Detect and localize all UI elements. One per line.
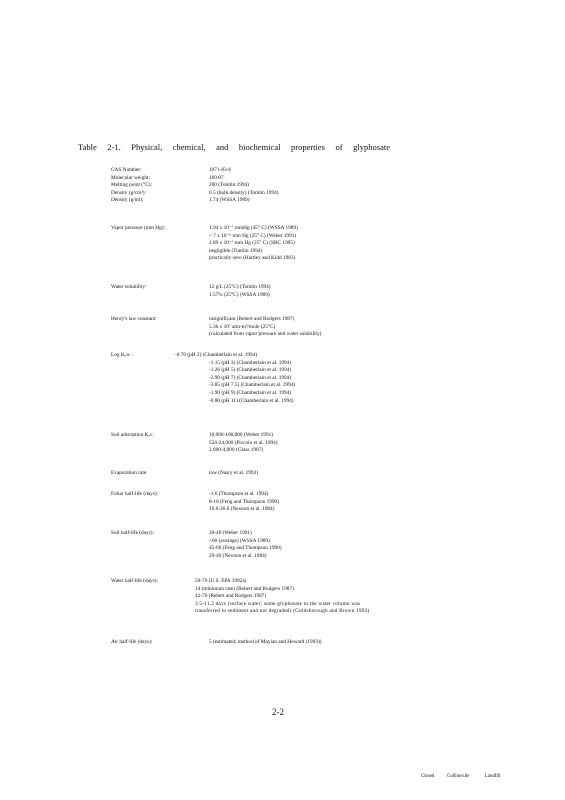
property-value: 50-70 (U.S. EPA 1992a) xyxy=(195,578,247,584)
footer-word-3: Landfill xyxy=(485,774,501,779)
property-value: -1.6 (Thompson et al. 1994) xyxy=(209,491,269,497)
property-value: insignificant (Rebert and Rodgers 1987) xyxy=(209,316,295,322)
property-value: -1.26 (pH 5) (Chamberlain et al. 1994) xyxy=(209,367,292,374)
property-label: Water solubility: xyxy=(111,284,147,290)
property-value: 3.5-11.2 days (surface water; some glyphosate in the water column was xyxy=(195,600,361,607)
property-value: -0.70 (pH 2) (Chamberlain et al. 1994) xyxy=(175,352,258,358)
property-label: Henry's law constant: xyxy=(111,316,157,322)
property-label: Soil adsorption Kₒc: xyxy=(111,432,154,438)
property-value: -1.90 (pH 9) (Chamberlain et al. 1994) xyxy=(209,389,292,396)
footer-word-2: Collinsville xyxy=(447,774,470,779)
title-word: 2-1. xyxy=(107,142,121,152)
property-label: Melting point (°C): xyxy=(111,182,152,189)
property-label: Molecular weight: xyxy=(111,174,150,181)
table-title xyxy=(78,142,390,152)
property-value: -3.85 (pH 7.5) (Chamberlain et al. 1994) xyxy=(209,382,296,389)
property-value: 2.89 x 10⁻⁷ mm Hg (25° C) (SRC 1995) xyxy=(209,240,295,247)
property-value: 1.94 x 10⁻⁷ mmHg (45° C) (WSSA 1989) xyxy=(209,225,298,231)
title-word: of xyxy=(335,142,343,152)
property-label: Density (g/ml): xyxy=(111,197,144,204)
property-value: 2,600-4,900 (Glass 1987) xyxy=(209,447,264,454)
footer-word-1: Closed xyxy=(421,774,435,779)
property-value: 169.07 xyxy=(209,174,224,181)
property-label: Evaporation rate: xyxy=(111,470,148,476)
property-value: 45-60 (Feng and Thompson 1990) xyxy=(209,545,282,552)
property-value: 20-40 (Weber 1991) xyxy=(209,530,252,536)
property-value: 1.74 (WSSA 1989) xyxy=(209,197,250,204)
title-word: glyphosate xyxy=(353,142,390,152)
title-word: Table xyxy=(78,142,97,152)
title-word: properties xyxy=(291,142,325,152)
property-value: 14 (minimum rate) (Rebert and Rodgers 1987) xyxy=(195,585,294,592)
property-value: < 7 x 10⁻⁶ mm Hg (25° C) (Weber 1991) xyxy=(209,232,297,239)
property-value: 5 (estimated; method of Mayian and Howard (1993)) xyxy=(209,639,322,645)
property-value: 1071-83-6 xyxy=(209,167,232,173)
property-label: Density (g/cm³): xyxy=(111,189,146,196)
title-word: and xyxy=(216,142,229,152)
property-label: Soil half-life (days): xyxy=(111,530,154,536)
property-value: <60 (average) (WSSA 1989) xyxy=(209,537,270,544)
title-word: biochemical xyxy=(238,142,281,152)
property-value: (calculated from vapor pressure and water solubility) xyxy=(209,331,322,338)
property-value: 5.36 x 10⁷ atm-m³/mole (25°C) xyxy=(209,323,276,330)
property-label: Water half-life (days): xyxy=(111,578,158,584)
property-value: 200 (Tomlin 1994) xyxy=(209,182,249,189)
property-label: Vapor pressure (mm Hg): xyxy=(111,225,165,231)
page-number: 2-2 xyxy=(272,707,284,717)
property-label: Log Kₒw : xyxy=(111,352,133,358)
property-value: 10,000-100,000 (Weber 1991) xyxy=(209,432,274,438)
property-value: 12 g/L (25°C) (Tomlin 1994) xyxy=(209,284,271,290)
property-value: 29-40 (Newton et al. 1984) xyxy=(209,552,267,559)
property-value: 10.6-26.6 (Newton et al. 1984) xyxy=(209,506,275,513)
property-value: negligible (Tomlin 1994) xyxy=(209,247,263,254)
property-label: CAS Number: xyxy=(111,167,142,173)
property-label: Air half-life (days): xyxy=(111,639,153,645)
property-label: Foliar half-life (days): xyxy=(111,491,159,497)
property-value: -0.80 (pH 11) (Chamberlain et al. 1994) xyxy=(209,397,294,404)
property-value: 8-10 (Feng and Thompson 1990) xyxy=(209,498,279,505)
title-word: chemical, xyxy=(172,142,206,152)
title-word: Physical, xyxy=(131,142,163,152)
property-value: -2.90 (pH 7) (Chamberlain et al. 1994) xyxy=(209,374,292,381)
property-value: 42-70 (Rebert and Rodgers 1987) xyxy=(195,593,267,600)
property-value: 0.5 (bulk density) (Tomlin 1994) xyxy=(209,189,279,196)
property-value: low (Nasry et al. 1993) xyxy=(209,470,258,476)
property-value: 1.57% (25°C) (WSSA 1989) xyxy=(209,291,270,298)
property-value: -1.15 (pH 3) (Chamberlain et al. 1994) xyxy=(209,359,292,366)
property-value: practically zero (Hartley and Kidd 1983) xyxy=(209,255,296,262)
property-value: 534-24,000 (Piccolo et al. 1994) xyxy=(209,439,278,446)
property-value: transferred to sediment and not degraded) (Goldsborough and Brown 1993) xyxy=(195,608,370,615)
